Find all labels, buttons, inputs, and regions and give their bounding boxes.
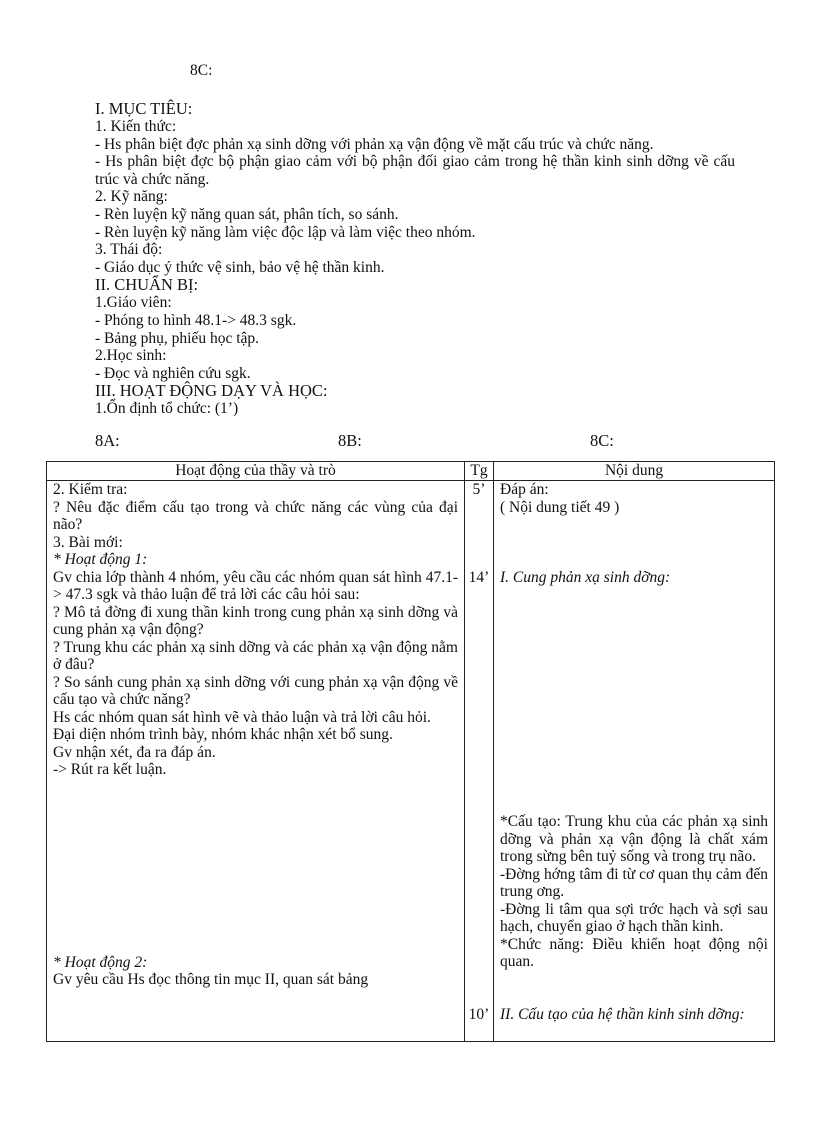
hoat-dong-1-text: Hs các nhóm quan sát hình vẽ và thảo luận và trả lời câu hỏi. — [53, 708, 431, 726]
hoat-dong-1-text: Đại diện nhóm trình bày, nhóm khác nhận xét bổ sung. — [53, 726, 393, 743]
section-ii-title: II. Cấu tạo của hệ thần kinh sinh dỡng: — [500, 1006, 745, 1023]
hoat-dong-2-title: * Hoạt động 2: — [53, 953, 148, 971]
hoat-dong-1-question: ? So sánh cung phản xạ sinh dỡng với cung phản xạ vận động về cấu tạo và chức năng? — [53, 673, 458, 708]
on-dinh-to-chuc: 1.Ổn định tổ chức: (1’) — [95, 400, 239, 418]
kien-thuc-item: - Hs phân biệt đợc bộ phận giao cảm với bộ phận đối giao cảm trong hệ thần kinh sinh dỡng về cấu trúc và chức năng. — [95, 153, 735, 188]
hoat-dong-1-question: ? Mô tả đờng đi xung thần kinh trong cung phản xạ sinh dỡng và cung phản xạ vận động? — [53, 603, 458, 638]
chuc-nang-text: *Chức năng: Điều khiển hoạt động nội quan. — [500, 935, 768, 970]
lesson-objectives — [95, 100, 735, 418]
content-cell — [494, 481, 775, 1042]
section-i-block — [500, 569, 768, 587]
kien-thuc-item: - Hs phân biệt đợc phản xạ sinh dỡng với phản xạ vận động về mặt cấu trúc và chức năng. — [95, 135, 654, 153]
lesson-table — [46, 461, 775, 1042]
section-i-title: I. Cung phản xạ sinh dỡng: — [500, 569, 671, 586]
hoc-sinh-item: - Đọc và nghiên cứu sgk. — [95, 364, 251, 382]
thai-do-item: - Giáo dục ý thức vệ sinh, bảo vệ hệ thần kinh. — [95, 258, 385, 276]
ky-nang-title: 2. Kỹ năng: — [95, 188, 168, 206]
ky-nang-item: - Rèn luyện kỹ năng quan sát, phân tích, so sánh. — [95, 205, 399, 223]
hoat-dong-1-text: Gv nhận xét, đa ra đáp án. — [53, 743, 216, 761]
section-i-content — [500, 813, 768, 971]
section-title-muc-tieu: I. MỤC TIÊU: — [95, 99, 193, 118]
hoc-sinh-title: 2.Học sinh: — [95, 347, 167, 365]
activities-cell — [47, 481, 465, 1042]
class-b-label: 8B: — [338, 431, 362, 450]
dap-an-ref: ( Nội dung tiết 49 ) — [500, 498, 620, 516]
header-content: Nội dung — [494, 462, 775, 481]
hoat-dong-1-title: * Hoạt động 1: — [53, 551, 148, 568]
bai-moi-title: 3. Bài mới: — [53, 533, 123, 551]
giao-vien-item: - Phóng to hình 48.1-> 48.3 sgk. — [95, 311, 297, 329]
thai-do-title: 3. Thái độ: — [95, 241, 163, 259]
class-c-label: 8C: — [590, 431, 614, 450]
time-cell — [465, 481, 494, 1042]
header-activities: Hoạt động của thầy và trò — [47, 462, 465, 481]
ky-nang-item: - Rèn luyện kỹ năng làm việc độc lập và làm việc theo nhóm. — [95, 223, 476, 241]
time-value: 5’ — [472, 481, 486, 498]
hoat-dong-2-text: Gv yêu cầu Hs đọc thông tin mục II, quan sát bảng — [53, 971, 369, 988]
dap-an-block — [500, 481, 768, 516]
time-value: 14’ — [468, 569, 490, 586]
header-time: Tg — [465, 462, 494, 481]
section-title-chuan-bi: II. CHUẨN BỊ: — [95, 275, 199, 295]
cau-tao-text: *Cấu tạo: Trung khu của các phản xạ sinh dỡng và phản xạ vận động là chất xám trong sừng bên tuỷ sống và trong trụ não. — [500, 813, 768, 865]
time-value: 10’ — [468, 1006, 490, 1023]
hoat-dong-1-text: -> Rút ra kết luận. — [53, 761, 167, 778]
section-title-hoat-dong: III. HOẠT ĐỘNG DẠY VÀ HỌC: — [95, 381, 328, 401]
giao-vien-item: - Bảng phụ, phiếu học tập. — [95, 329, 260, 347]
hoat-dong-1-question: ? Trung khu các phản xạ sinh dỡng và các phản xạ vận động nằm ở đâu? — [53, 638, 458, 673]
duong-li-tam-text: -Đờng li tâm qua sợi trớc hạch và sợi sau hạch, chuyển giao ở hạch thần kinh. — [500, 900, 768, 935]
giao-vien-title: 1.Giáo viên: — [95, 294, 172, 312]
class-a-label: 8A: — [95, 431, 120, 450]
class-label-top: 8C: — [190, 62, 213, 79]
table-row — [47, 481, 775, 1042]
kiem-tra-title: 2. Kiểm tra: — [53, 481, 128, 498]
table-header-row — [47, 462, 775, 481]
kiem-tra-question: ? Nêu đặc điểm cấu tạo trong và chức năng các vùng của đại não? — [53, 498, 458, 533]
section-ii-block — [500, 1006, 768, 1024]
kien-thuc-title: 1. Kiến thức: — [95, 118, 177, 135]
duong-huong-tam-text: -Đờng hớng tâm đi từ cơ quan thụ cảm đến trung ơng. — [500, 865, 768, 900]
dap-an-title: Đáp án: — [500, 481, 549, 498]
hoat-dong-1-text: Gv chia lớp thành 4 nhóm, yêu cầu các nhóm quan sát hình 47.1-> 47.3 sgk và thảo luận để trả lời các câu hỏi sau: — [53, 568, 458, 603]
